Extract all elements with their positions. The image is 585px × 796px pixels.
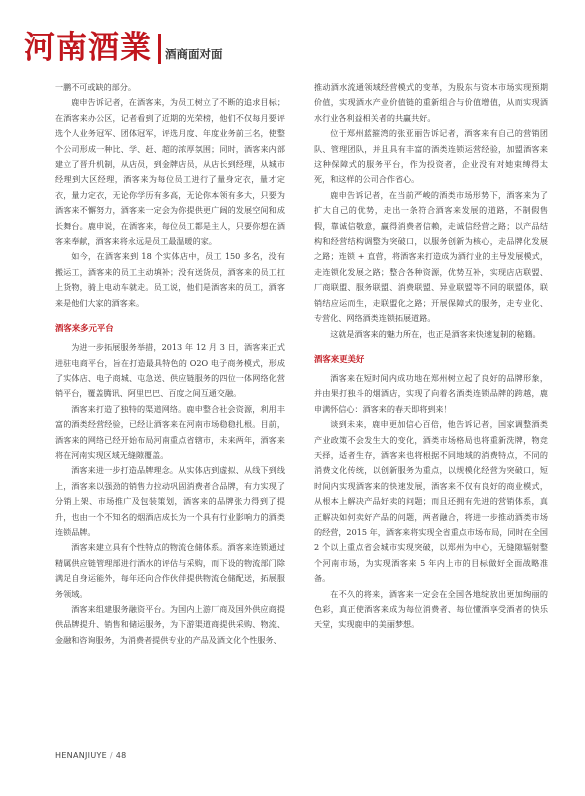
paragraph: 酒客来打造了独特的渠道网络。鹿申整合社会资源，利用丰富的酒类经营经验，已经让酒客来在河南市场稳稳扎根。目前，酒客来的网络已经开始布局河南重点省辖市，未来两年，酒客来将在河南实现区域无缝隙覆盖。 xyxy=(55,403,285,460)
section-heading: 酒客来多元平台 xyxy=(55,323,114,334)
paragraph: 推动酒水流通领域经营模式的变革，为股东与资本市场实现预期价值，实现酒水产业价值链的重新组合与价值增值，从而实现酒水行业各利益相关者的共赢共好。 xyxy=(314,82,548,123)
right-column xyxy=(314,80,548,633)
magazine-logo: 河南酒業 xyxy=(24,30,152,66)
masthead-divider xyxy=(158,34,161,64)
paragraph: 酒客来在短时间内成功地在郑州树立起了良好的品牌形象，并由果打独斗的烟酒店，实现了向着名酒类连锁品牌的跨越，鹿申满怀信心：酒客来的春天即将到来！ xyxy=(314,372,548,414)
masthead xyxy=(24,30,559,70)
page-footer xyxy=(55,751,127,760)
paragraph: 鹿申告诉记者，在酒客来，为员工树立了不断的追求目标；在酒客来办公区，记者看到了近期的光荣榜，他们不仅每月要评选个人业务冠军、团体冠军，评选月度、年度业务前三名，使整个公司形成一种比、学、赶、超的浓厚氛围；同时，酒客来内部建立了晋升机制，从店员，到金牌店员，从店长到经理，从城市经理到大区经理，酒客来为每位员工进行了量身定衣，量才定衣，量力定衣，无论你学历有多高，无论你本领有多大，只要为酒客来不懈努力，酒客来一定会为你提供更广阔的发展空间和成长舞台。鹿申说，在酒客来，每位员工都是主人，只要你想在酒客来奉献，酒客来将永远是员工最温暖的家。 xyxy=(55,97,285,247)
paragraph: 如今，在酒客来到 18 个实体店中，员工 150 多名，没有搬运工，酒客来的员工主动填补；没有送货员，酒客来的员工扛上货物，骑上电动车就走。员工说，他们是酒客来的员工，酒客来是他们大家的酒客来。 xyxy=(55,251,285,308)
magazine-name: HENANJIUYE xyxy=(55,751,108,760)
section-title: 酒商面对面 xyxy=(165,47,223,61)
paragraph: 为进一步拓展服务举措，2013 年 12 月 3 日，酒客来正式进驻电商平台，旨在打造最具特色的 O2O 电子商务模式，形成了实体店、电子商城、屯急送、供应链服务的四位一体网络化营销平台，覆盖腾讯、阿里巴巴、百度之间互通交融。 xyxy=(55,342,285,399)
footer-separator: / xyxy=(109,751,113,760)
paragraph: 这就是酒客来的魅力所在，也正是酒客来快速复制的秘籍。 xyxy=(330,328,541,339)
left-column xyxy=(55,80,285,648)
paragraph: 酒客来进一步打造品牌理念。从实体店到虚拟、从线下到线上，酒客来以强劲的销售力拉动巩固消费者合品牌，有力实现了分销上架、市场推广及包装策划，酒客来的品牌张力得到了提升，也由一个不知名的烟酒店成长为一个具有行业影响力的酒类连锁品牌。 xyxy=(55,465,285,537)
paragraph: 谈到未来，鹿申更加信心百倍，他告诉记者，国家调整酒类产业政策不会发生大的变化，酒类市场格局也将重新洗牌，物竞天择，适者生存，酒客来也将根据不同地域的消费特点，不同的消费文化传统，以创新服务为重点，以规模化经营为突破口，短时间内实现酒客来的快速发展，酒客来不仅有良好的商业模式，从根本上解决产品好卖的问题；而且还拥有先进的营销体系，真正解决如何卖好产品的问题，两者融合，将进一步推动酒类市场的经营，2015 年，酒客来将实现全省重点市场布局，同时在全国 2 个以上重点省会城市实现突破，以郑州为中心，无缝隙辐射整个河南市场，为实现酒客来 5 年内上市的目标做好全面战略准备。 xyxy=(314,419,548,584)
paragraph: 一鹏不可或缺的部分。 xyxy=(55,82,136,92)
section-heading: 酒客来更美好 xyxy=(314,353,365,364)
paragraph: 酒客来组建服务融资平台。为国内上游厂商及国外供应商提供品牌提升、销售和储运服务，为下游渠道商提供采购、物流、金融和咨询服务，为消费者提供专业的产品及酒文化个性服务、 xyxy=(55,604,285,645)
paragraph: 位于郑州蓝箍湾的张亚丽告诉记者，酒客来有自己的营销团队、管理团队，并且具有丰富的酒类连锁运营经验，加盟酒客来这种保障式的服务平台，作为投资者，企业没有对她束缚得太死，和这样的公司合作省心。 xyxy=(314,128,548,185)
paragraph: 鹿申告诉记者，在当前严峻的酒类市场形势下，酒客来为了扩大自己的优势，走出一条符合酒客来发展的道路，不制假售假，靠诚信敬意，赢得消费者信赖，走诚信经营之路；以产品结构和经营结构调整为突破口，以服务创新为核心，走品牌化发展之路；连锁 + 直营，将酒客来打造成为酒行业的主导发展模式，走连锁化发展之路；整合各种资源，优势互补，实现店店联盟、厂商联盟、服务联盟、消费联盟、异业联盟等不同的联盟体，联销结应运而生，走联盟化之路；开展保障式的服务，走专业化、专营化、网络酒类连锁拓展道路。 xyxy=(314,189,548,324)
paragraph: 在不久的将来，酒客来一定会在全国各地绽放出更加绚丽的色彩，真正使酒客来成为每位消费者、每位懂酒享受酒者的快乐天堂，实现鹿申的美丽梦想。 xyxy=(314,588,548,630)
paragraph: 酒客来建立具有个性特点的物流仓储体系。酒客来连锁通过精属供应链管理部进行酒水的评估与采购，而下设的物流部门除满足自身运能外，每年还向合作伙伴提供物流仓储配送，拓展服务领域。 xyxy=(55,542,285,599)
page-number: 48 xyxy=(115,751,127,760)
